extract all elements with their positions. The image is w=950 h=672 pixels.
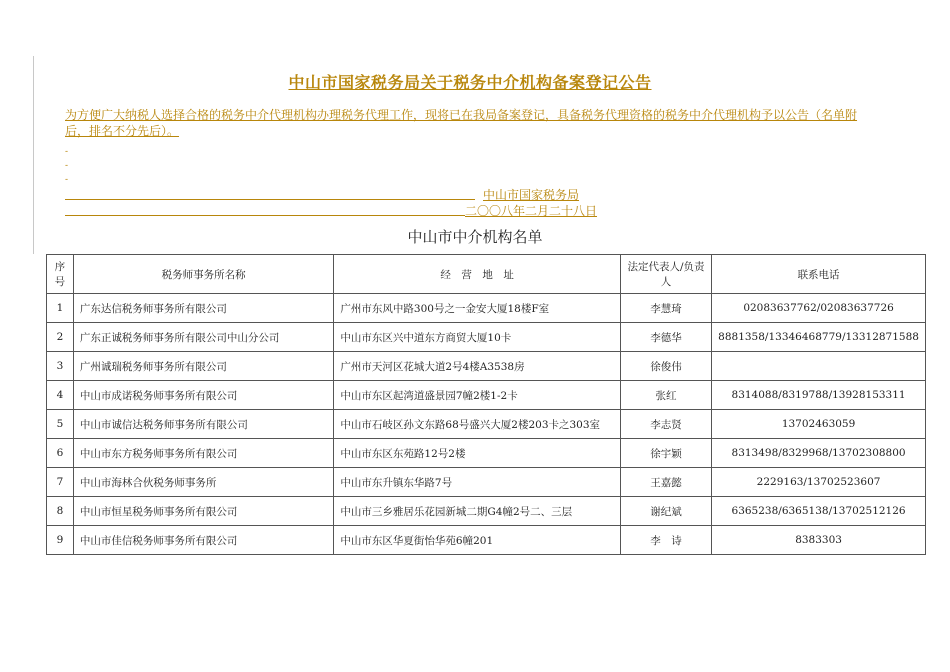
phone-number: [712, 352, 926, 381]
firm-address: 中山市三乡雅居乐花园新城二期G4幢2号二、三层: [334, 497, 620, 526]
firm-address: 广州市天河区花城大道2号4楼A3538房: [334, 352, 620, 381]
phone-number: 8881358/13346468779/13312871588: [712, 323, 926, 352]
firm-address: 中山市石岐区孙文东路68号盛兴大厦2楼203卡之303室: [334, 410, 620, 439]
row-number: 6: [47, 439, 74, 468]
table-row: [47, 410, 926, 439]
header-representative: 法定代表人/负责人: [620, 255, 711, 294]
phone-number: 8383303: [712, 526, 926, 555]
signature-org: 中山市国家税务局: [483, 188, 580, 202]
blank-line-2: -: [65, 161, 69, 171]
firm-name: 中山市诚信达税务师事务所有限公司: [73, 410, 334, 439]
table-row: [47, 323, 926, 352]
header-number: 序号: [47, 255, 74, 294]
representative: 王嘉懿: [620, 468, 711, 497]
firm-name: 中山市东方税务师事务所有限公司: [73, 439, 334, 468]
page-margin-line: [33, 56, 34, 254]
representative: 谢纪斌: [620, 497, 711, 526]
phone-number: 13702463059: [712, 410, 926, 439]
row-number: 1: [47, 294, 74, 323]
firm-table: [46, 254, 926, 555]
table-row: [47, 352, 926, 381]
row-number: 2: [47, 323, 74, 352]
blank-line-3: -: [65, 175, 69, 185]
header-firm-name: 税务师事务所名称: [73, 255, 334, 294]
notice-section: [65, 70, 875, 219]
notice-title: 中山市国家税务局关于税务中介机构备案登记公告: [288, 73, 652, 92]
notice-paragraph: 为方便广大纳税人选择合格的税务中介代理机构办理税务代理工作，现将已在我局备案登记，具备税务代理资格的税务中介代理机构予以公告（名单附后，排名不分先后）。: [65, 108, 858, 138]
blank-lines: [65, 145, 875, 187]
firm-name: 中山市恒星税务师事务所有限公司: [73, 497, 334, 526]
table-row: [47, 439, 926, 468]
firm-name: 中山市海林合伙税务师事务所: [73, 468, 334, 497]
representative: 李德华: [620, 323, 711, 352]
firm-address: 中山市东区兴中道东方商贸大厦10卡: [334, 323, 620, 352]
firm-name: 广东正诚税务师事务所有限公司中山分公司: [73, 323, 334, 352]
representative: 李慧琦: [620, 294, 711, 323]
firm-address: 广州市东风中路300号之一金安大厦18楼F室: [334, 294, 620, 323]
firm-name: 中山市佳信税务师事务所有限公司: [73, 526, 334, 555]
signature-date: 二〇〇八年二月二十八日: [465, 204, 598, 218]
row-number: 5: [47, 410, 74, 439]
table-body: [47, 294, 926, 555]
signature-org-row: [65, 187, 875, 203]
row-number: 8: [47, 497, 74, 526]
table-row: [47, 497, 926, 526]
firm-address: 中山市东区华夏街怡华苑6幢201: [334, 526, 620, 555]
table-row: [47, 381, 926, 410]
header-address: 经 营 地 址: [334, 255, 620, 294]
row-number: 4: [47, 381, 74, 410]
blank-line-1: -: [65, 147, 69, 157]
row-number: 9: [47, 526, 74, 555]
row-number: 7: [47, 468, 74, 497]
signature-date-row: [65, 203, 875, 219]
firm-address: 中山市东区东苑路12号2楼: [334, 439, 620, 468]
firm-name: 中山市成诺税务师事务所有限公司: [73, 381, 334, 410]
representative: 李 诗: [620, 526, 711, 555]
table-row: [47, 468, 926, 497]
header-phone: 联系电话: [712, 255, 926, 294]
date-underline: [65, 215, 465, 216]
phone-number: 02083637762/02083637726: [712, 294, 926, 323]
table-row: [47, 526, 926, 555]
representative: 徐俊伟: [620, 352, 711, 381]
phone-number: 2229163/13702523607: [712, 468, 926, 497]
firm-name: 广州诚瑞税务师事务所有限公司: [73, 352, 334, 381]
row-number: 3: [47, 352, 74, 381]
firm-name: 广东达信税务师事务所有限公司: [73, 294, 334, 323]
representative: 张红: [620, 381, 711, 410]
phone-number: 8314088/8319788/13928153311: [712, 381, 926, 410]
representative: 徐宇颖: [620, 439, 711, 468]
firm-address: 中山市东升镇东华路7号: [334, 468, 620, 497]
firm-address: 中山市东区起湾道盛景园7幢2楼1-2卡: [334, 381, 620, 410]
table-row: [47, 294, 926, 323]
phone-number: 8313498/8329968/13702308800: [712, 439, 926, 468]
phone-number: 6365238/6365138/13702512126: [712, 497, 926, 526]
representative: 李志贤: [620, 410, 711, 439]
signature-underline: [65, 199, 475, 200]
table-header-row: [47, 255, 926, 294]
list-title: 中山市中介机构名单: [407, 228, 543, 246]
